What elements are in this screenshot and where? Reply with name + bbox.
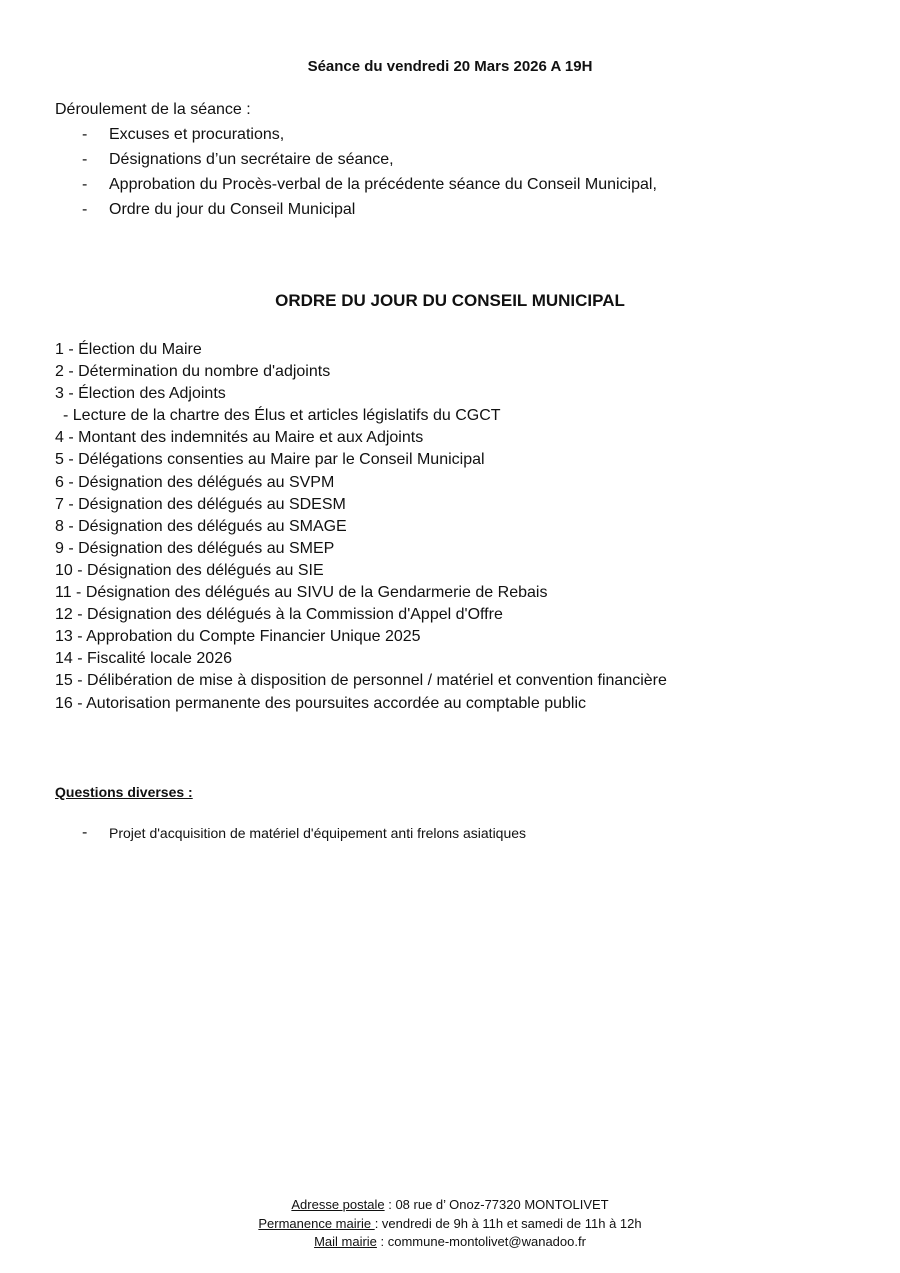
mail-value: : commune-montolivet@wanadoo.fr [376,1234,586,1249]
agenda-item: 11 - Désignation des délégués au SIVU de la Gendarmerie de Rebais [55,584,548,602]
agenda-item: 16 - Autorisation permanente des poursuites accordée au comptable public [55,694,586,712]
agenda-item: 15 - Délibération de mise à disposition de personnel / matériel et convention financière [55,672,667,690]
dash-bullet: - [82,824,88,841]
agenda-item: 6 - Désignation des délégués au SVPM [55,473,335,491]
agenda-item: 13 - Approbation du Compte Financier Unique 2025 [55,628,421,646]
agenda-item: 1 - Élection du Maire [55,341,202,358]
list-item: - Approbation du Procès-verbal de la précédente séance du Conseil Municipal, [55,174,657,199]
questions-heading: Questions diverses : [55,784,193,800]
footer-hours [0,1215,900,1234]
agenda-item: 8 - Désignation des délégués au SMAGE [55,517,347,535]
footer-mail [0,1233,900,1252]
list-item: - Projet d'acquisition de matériel d'équipement anti frelons asiatiques [55,822,526,844]
questions-list [55,822,526,844]
agenda-item: 4 - Montant des indemnités au Maire et aux Adjoints [55,429,424,447]
dash-bullet: - [82,176,88,193]
dash-bullet: - [82,126,88,143]
agenda-item: 2 - Détermination du nombre d'adjoints [55,363,331,381]
deroulement-intro: Déroulement de la séance : [55,101,251,118]
agenda-item: 12 - Désignation des délégués à la Commission d'Appel d'Offre [55,606,503,624]
agenda-item: 9 - Désignation des délégués au SMEP [55,539,335,557]
deroulement-list [55,124,657,224]
agenda-item: 7 - Désignation des délégués au SDESM [55,495,346,513]
agenda-subitem: - Lecture de la chartre des Élus et articles législatifs du CGCT [63,407,501,425]
mail-label: Mail mairie [314,1234,377,1249]
hours-label: Permanence mairie [258,1215,375,1231]
dash-bullet: - [82,201,88,218]
agenda-item: 10 - Désignation des délégués au SIE [55,561,324,579]
hours-value: : vendredi de 9h à 11h et samedi de 11h à 12h [374,1215,642,1231]
address-label: Adresse postale [291,1197,385,1212]
list-item: - Ordre du jour du Conseil Municipal [55,199,657,224]
agenda-item: 14 - Fiscalité locale 2026 [55,650,232,668]
footer-address [0,1196,900,1215]
list-item: - Désignations d’un secrétaire de séance, [55,149,657,174]
agenda-list [55,339,667,715]
agenda-item: 3 - Élection des Adjoints [55,385,226,403]
list-item: - Excuses et procurations, [55,124,657,149]
session-title: Séance du vendredi 20 Mars 2026 A 19H [307,58,593,75]
agenda-item: 5 - Délégations consenties au Maire par le Conseil Municipal [55,451,485,469]
footer [0,1196,900,1252]
address-value: : 08 rue d’ Onoz-77320 MONTOLIVET [384,1197,609,1212]
dash-bullet: - [82,151,88,168]
agenda-heading: ORDRE DU JOUR DU CONSEIL MUNICIPAL [275,291,625,310]
